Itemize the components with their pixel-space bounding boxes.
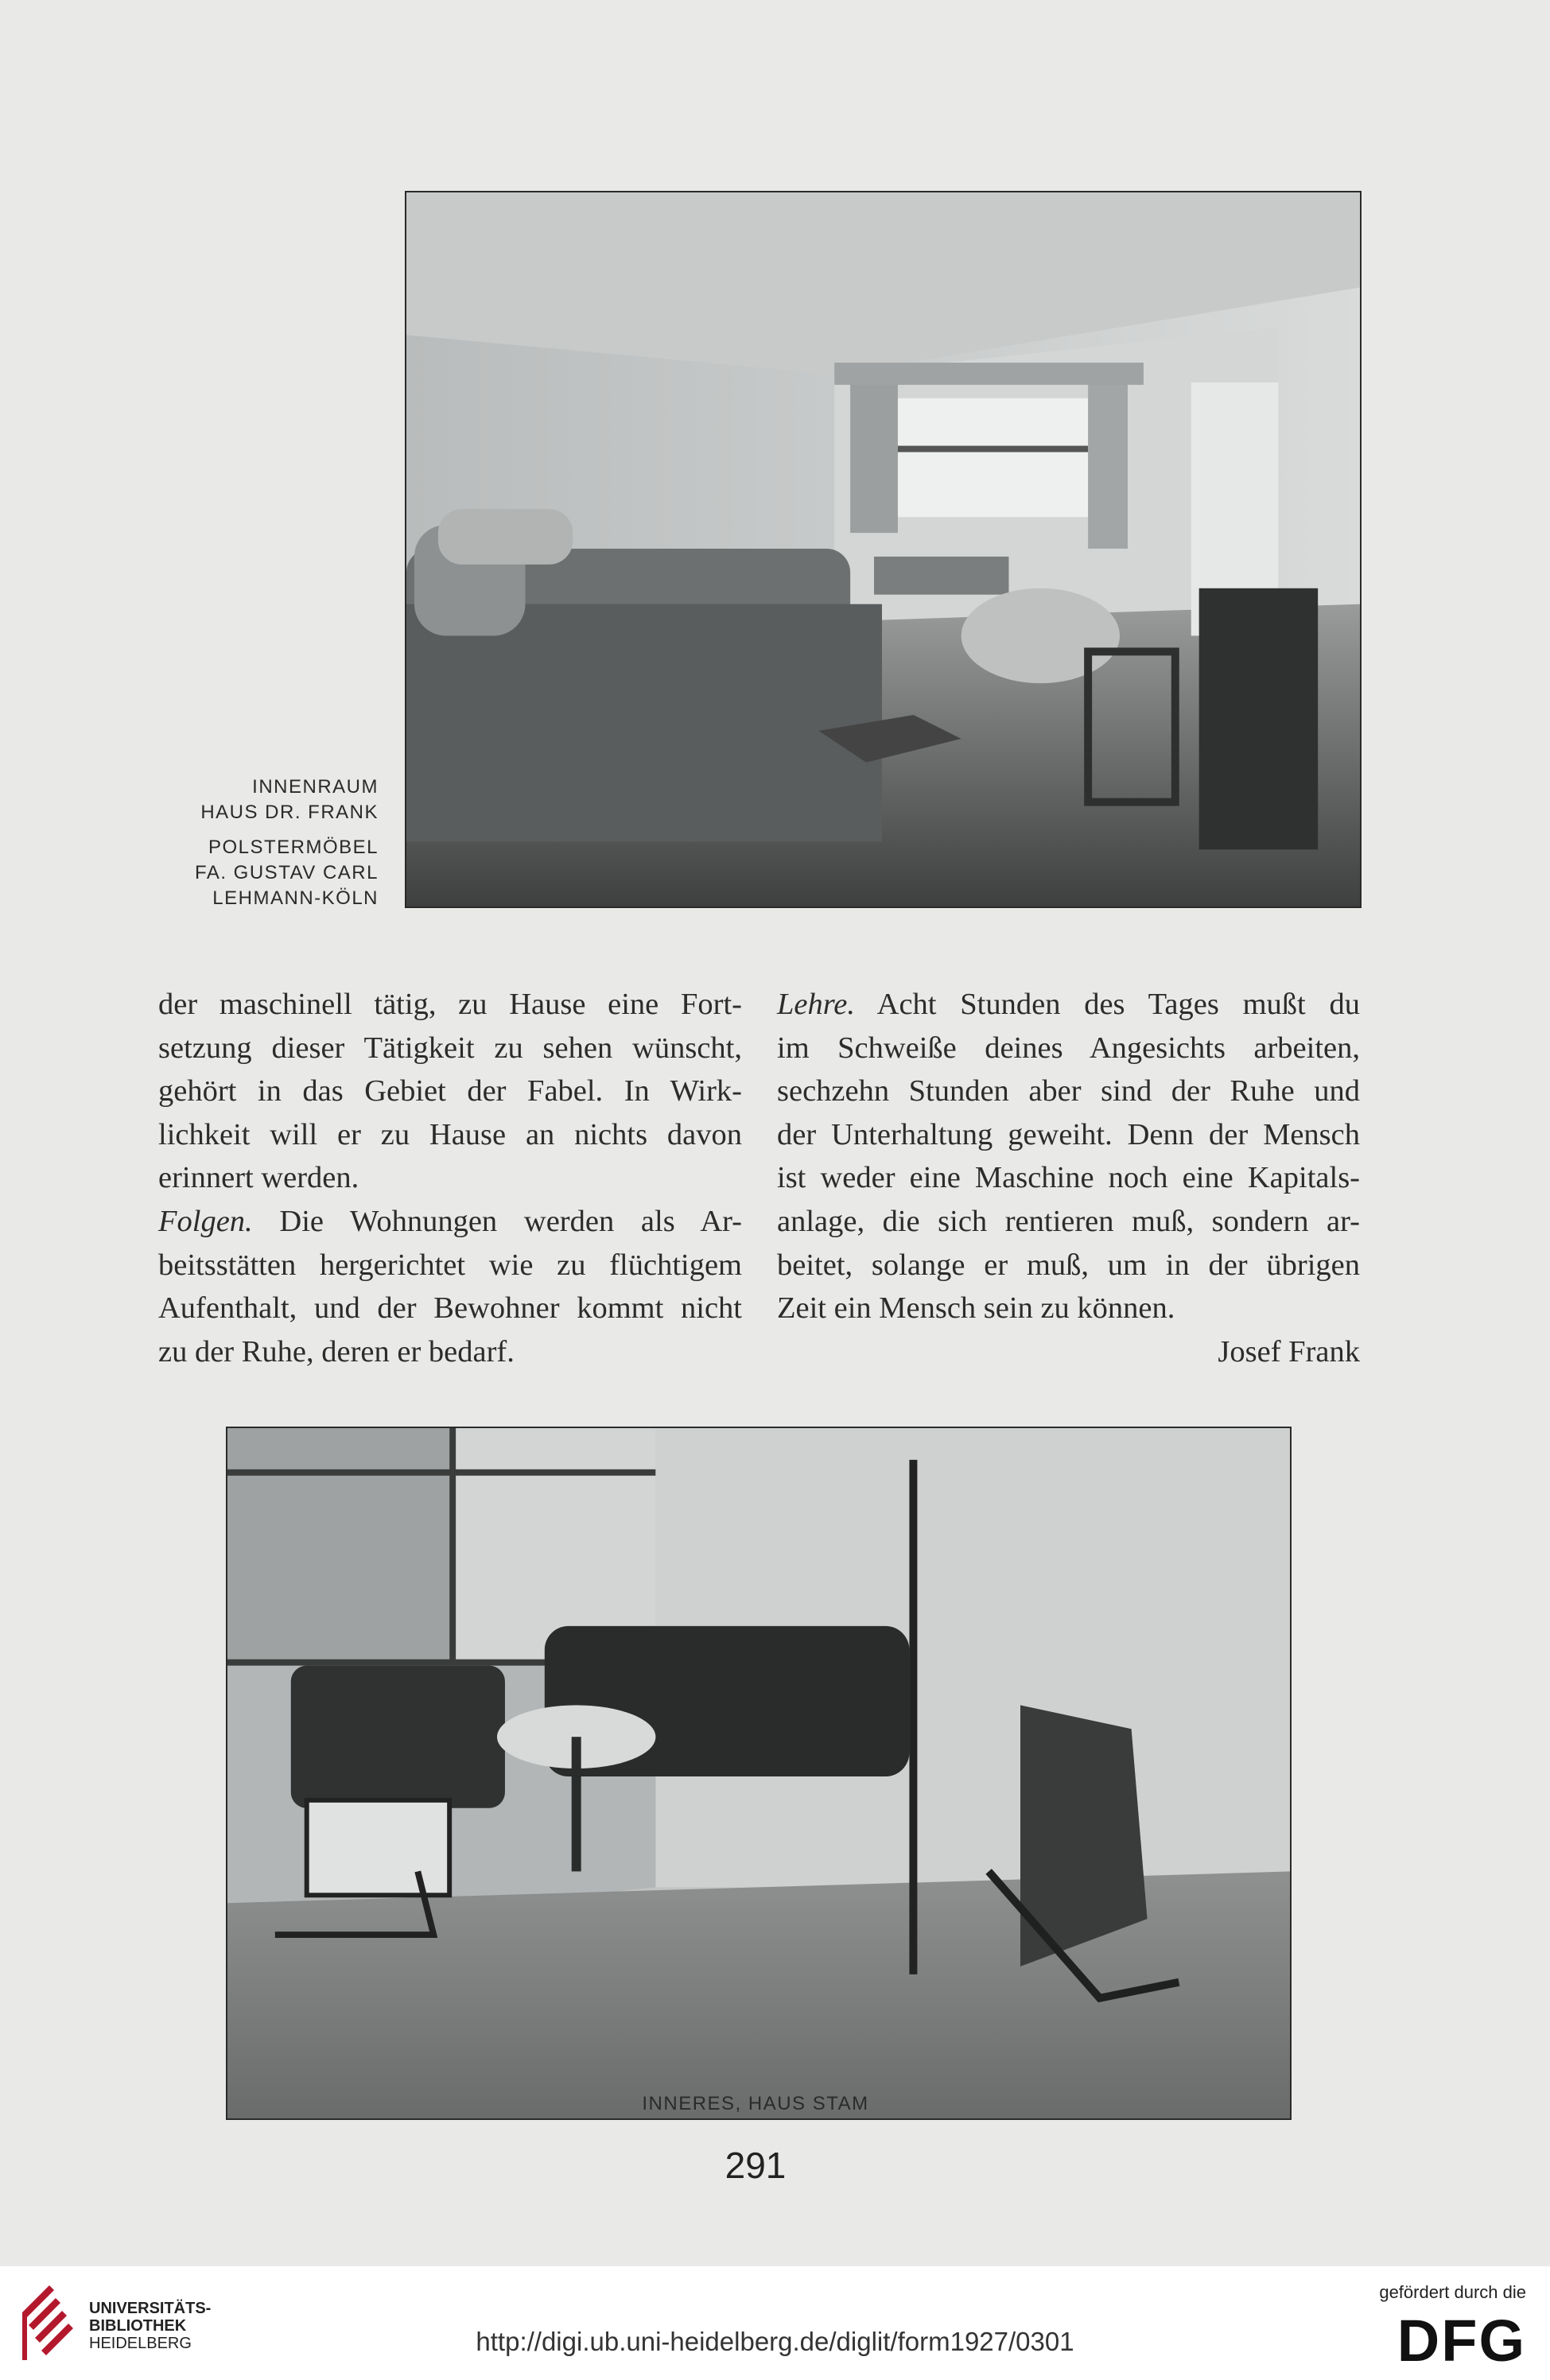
photo-innenraum-haus-frank [405, 191, 1362, 908]
caption-top [143, 775, 379, 911]
digitization-url[interactable]: http://digi.ub.uni-heidelberg.de/diglit/form1927/0301 [476, 2327, 1074, 2356]
text-line: Aufenthalt, und der Bewohner kommt nicht [158, 1291, 742, 1326]
dfg-logo: DFG [1397, 2308, 1526, 2374]
text-line: zu der Ruhe, deren er bedarf. [158, 1334, 515, 1369]
funding-note: gefördert durch die [1379, 2282, 1526, 2302]
library-name-line: HEIDELBERG [89, 2335, 192, 2352]
caption-bottom: INNERES, HAUS STAM [642, 2093, 869, 2114]
text-line: erinnert werden. [158, 1161, 359, 1195]
library-name-line: BIBLIOTHEK [89, 2317, 187, 2335]
page-number: 291 [724, 2145, 787, 2186]
text-line: setzung dieser Tätigkeit zu sehen wünscht, [158, 1031, 742, 1065]
text-line: Folgen. Die Wohnungen werden als Ar- [158, 1204, 742, 1238]
photo-inneres-haus-stam [226, 1427, 1292, 2120]
author-signature: Josef Frank [1218, 1334, 1360, 1369]
library-name-line: UNIVERSITÄTS- [89, 2300, 212, 2317]
text-column-right [777, 983, 1360, 1373]
text-column-left [158, 983, 742, 1373]
caption-line: HAUS DR. FRANK [200, 802, 379, 823]
text-line: sechzehn Stunden aber sind der Ruhe und [777, 1074, 1360, 1108]
text-line: Lehre. Acht Stunden des Tages mußt du [777, 988, 1360, 1021]
text-line: beitsstätten hergerichtet wie zu flüchtigem [158, 1248, 742, 1282]
caption-line: INNENRAUM [252, 776, 379, 798]
text-line: anlage, die sich rentieren muß, sondern ar- [777, 1204, 1360, 1238]
text-line: beitet, solange er muß, um in der übrigen [777, 1248, 1360, 1282]
text-line: Zeit ein Mensch sein zu können. [777, 1291, 1175, 1326]
caption-line: FA. GUSTAV CARL [195, 862, 379, 883]
caption-line: LEHMANN-KÖLN [212, 887, 379, 909]
text-line: der maschinell tätig, zu Hause eine Fort- [158, 988, 742, 1021]
text-line: gehört in das Gebiet der Fabel. In Wirk- [158, 1074, 742, 1108]
text-line: im Schweiße deines Angesichts arbeiten, [777, 1031, 1360, 1065]
text-line: ist weder eine Maschine noch eine Kapitals- [777, 1161, 1360, 1195]
caption-line: POLSTERMÖBEL [208, 837, 379, 858]
text-line: der Unterhaltung geweiht. Denn der Mensch [777, 1117, 1360, 1151]
footer-bar [0, 2266, 1550, 2380]
text-line: lichkeit will er zu Hause an nichts davon [158, 1117, 742, 1151]
